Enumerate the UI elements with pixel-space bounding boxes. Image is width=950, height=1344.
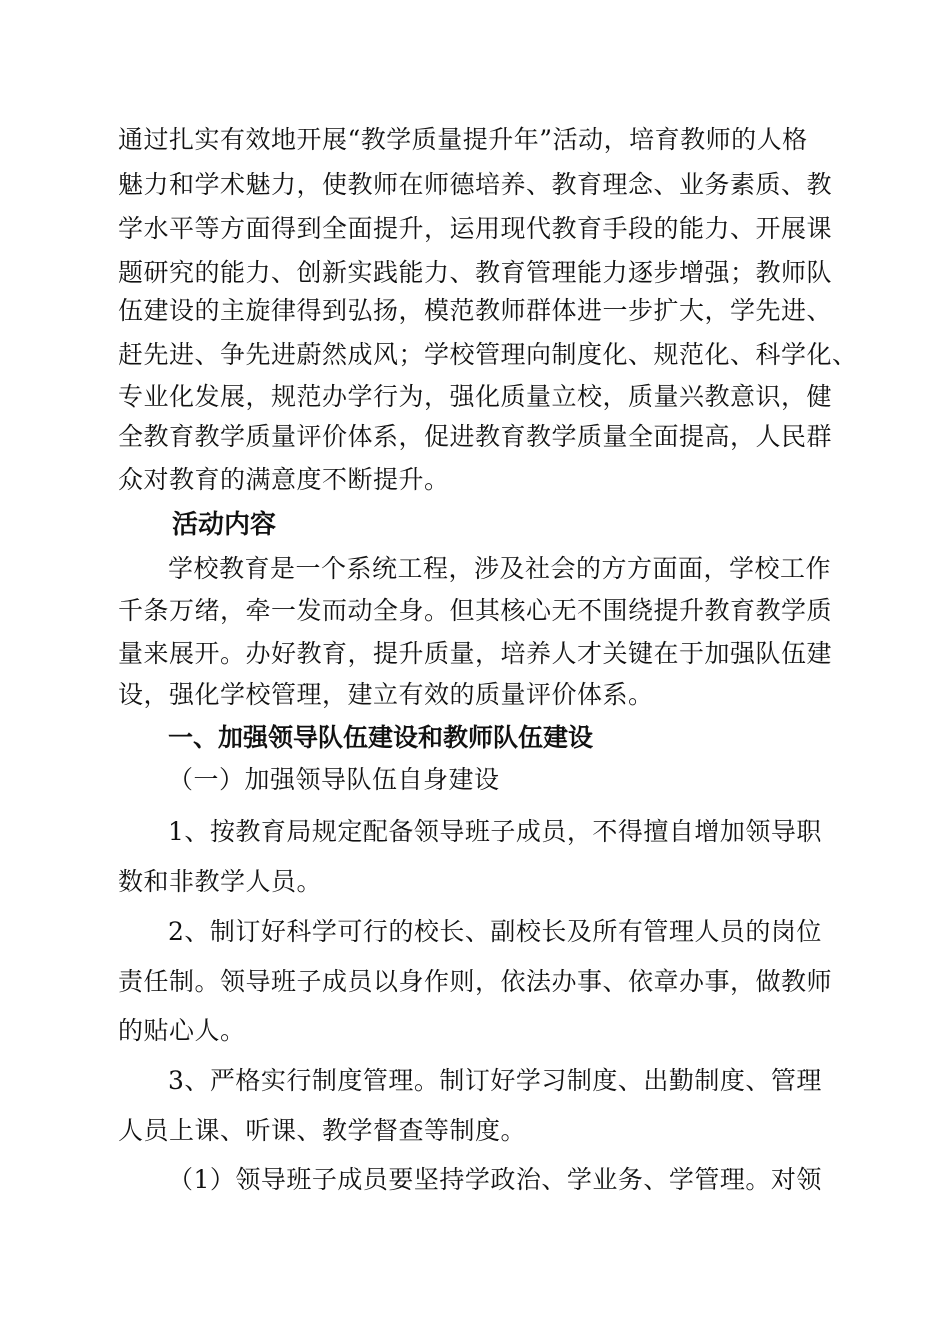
paragraph-line: 众对教育的满意度不断提升。: [118, 465, 450, 494]
paragraph-line: 数和非教学人员。: [118, 867, 323, 896]
paragraph-line: 魅力和学术魅力，使教师在师德培养、教育理念、业务素质、教: [118, 170, 833, 199]
paragraph-line: （1）领导班子成员要坚持学政治、学业务、学管理。对领: [168, 1165, 822, 1194]
paragraph-line: 1、按教育局规定配备领导班子成员，不得擅自增加领导职: [168, 817, 822, 846]
paragraph-line: 通过扎实有效地开展“教学质量提升年”活动，培育教师的人格: [118, 125, 808, 154]
paragraph-line: 人员上课、听课、教学督查等制度。: [118, 1116, 527, 1145]
paragraph-line: 全教育教学质量评价体系，促进教育教学质量全面提高，人民群: [118, 422, 833, 451]
paragraph-line: 责任制。领导班子成员以身作则，依法办事、依章办事，做教师: [118, 967, 833, 996]
paragraph-line: 专业化发展，规范办学行为，强化质量立校，质量兴教意识，健: [118, 382, 833, 411]
paragraph-line: 设，强化学校管理，建立有效的质量评价体系。: [118, 680, 654, 709]
section-heading: 活动内容: [172, 510, 277, 540]
paragraph-line: 的贴心人。: [118, 1016, 246, 1045]
paragraph-line: 3、严格实行制度管理。制订好学习制度、出勤制度、管理: [168, 1066, 822, 1095]
paragraph-line: 伍建设的主旋律得到弘扬，模范教师群体进一步扩大，学先进、: [118, 296, 833, 325]
paragraph-line: 千条万绪，牵一发而动全身。但其核心无不围绕提升教育教学质: [118, 596, 833, 625]
paragraph-line: 量来展开。办好教育，提升质量，培养人才关键在于加强队伍建: [118, 639, 833, 668]
paragraph-line: 赶先进、争先进蔚然成风；学校管理向制度化、规范化、科学化、: [118, 340, 858, 369]
subsection-heading: （一）加强领导队伍自身建设: [168, 765, 500, 794]
paragraph-line: 题研究的能力、创新实践能力、教育管理能力逐步增强；教师队: [118, 258, 833, 287]
paragraph-line: 2、制订好科学可行的校长、副校长及所有管理人员的岗位: [168, 917, 822, 946]
paragraph-line: 学校教育是一个系统工程，涉及社会的方方面面，学校工作: [168, 554, 832, 583]
paragraph-line: 学水平等方面得到全面提升，运用现代教育手段的能力、开展课: [118, 214, 833, 243]
part-heading: 一、加强领导队伍建设和教师队伍建设: [168, 723, 594, 752]
